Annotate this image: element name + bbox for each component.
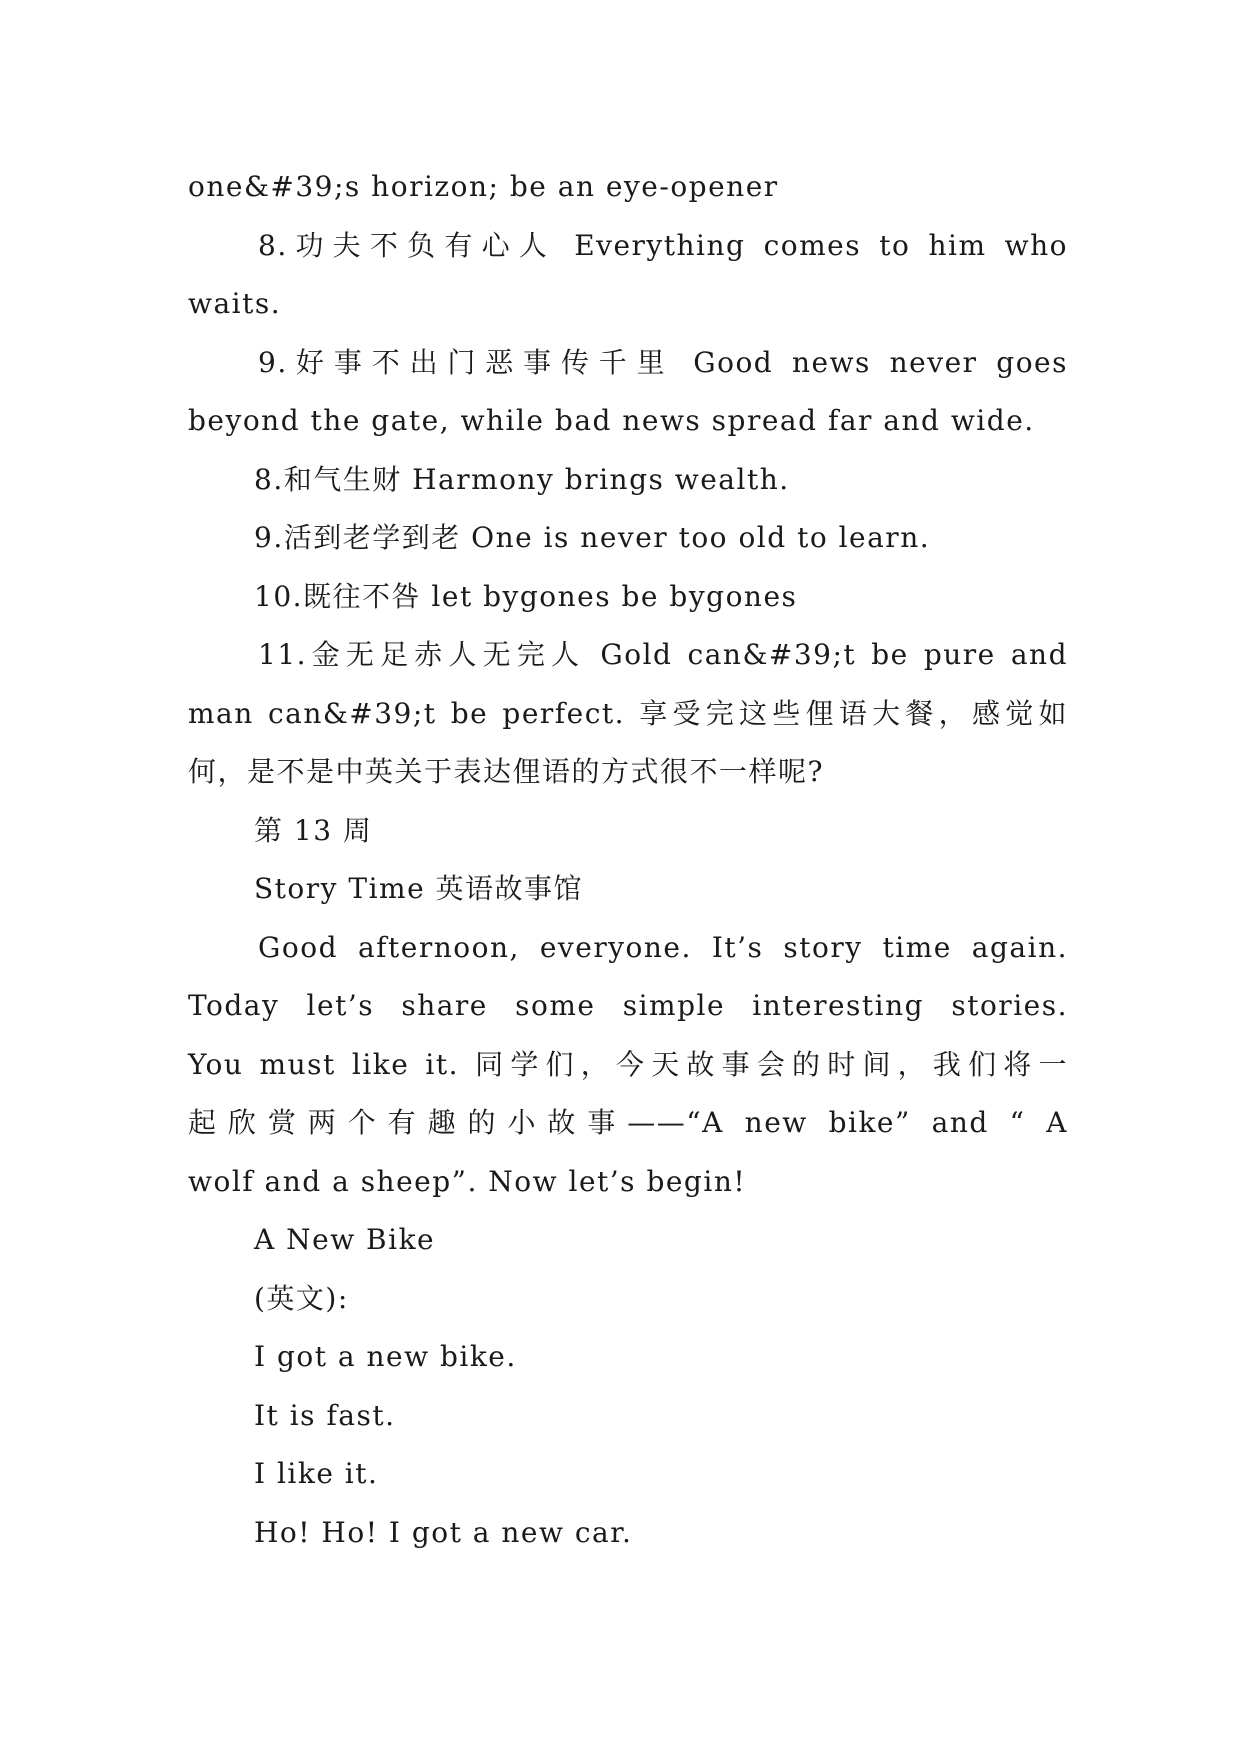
proverb-9-line: 9.好事不出门恶事传千里 Good news never goes (258, 345, 1068, 379)
proverb-9b-line: 9.活到老学到老 One is never too old to learn. (254, 521, 931, 554)
text-line: one&#39;s horizon; be an eye-opener (188, 170, 779, 203)
story-title: A New Bike (254, 1223, 436, 1256)
paragraph-line: 起欣赏两个有趣的小故事——“A new bike” and “ A (188, 1106, 1068, 1139)
text-line: waits. (188, 287, 282, 320)
proverb-8-line: 8.功夫不负有心人 Everything comes to him who (258, 228, 1068, 262)
proverb-11-line: 11.金无足赤人无完人 Gold can&#39;t be pure and (258, 638, 1068, 671)
proverb-8b-line: 8.和气生财 Harmony brings wealth. (254, 462, 790, 496)
week-heading: 第 13 周 (254, 813, 373, 847)
paragraph-line: You must like it. 同学们，今天故事会的时间，我们将一 (188, 1047, 1068, 1081)
story-line: I like it. (254, 1457, 379, 1490)
story-line: I got a new bike. (254, 1340, 517, 1373)
paragraph-line: Today let’s share some simple interesting stories. (188, 989, 1068, 1022)
text-line: beyond the gate, while bad news spread far and wide. (188, 404, 1035, 437)
text-line: 何，是不是中英关于表达俚语的方式很不一样呢? (188, 755, 825, 788)
proverb-10-line: 10.既往不咎 let bygones be bygones (254, 579, 798, 613)
document-body (188, 158, 1068, 1562)
story-line: Ho! Ho! I got a new car. (254, 1515, 633, 1549)
section-heading: Story Time 英语故事馆 (254, 872, 584, 905)
paragraph-line: wolf and a sheep”. Now let’s begin! (188, 1164, 747, 1198)
text-line: man can&#39;t be perfect. 享受完这些俚语大餐，感觉如 (188, 696, 1068, 730)
story-language-label: (英文): (254, 1281, 349, 1315)
paragraph-line: Good afternoon, everyone. It’s story time again. (258, 930, 1068, 964)
story-line: It is fast. (254, 1398, 396, 1432)
